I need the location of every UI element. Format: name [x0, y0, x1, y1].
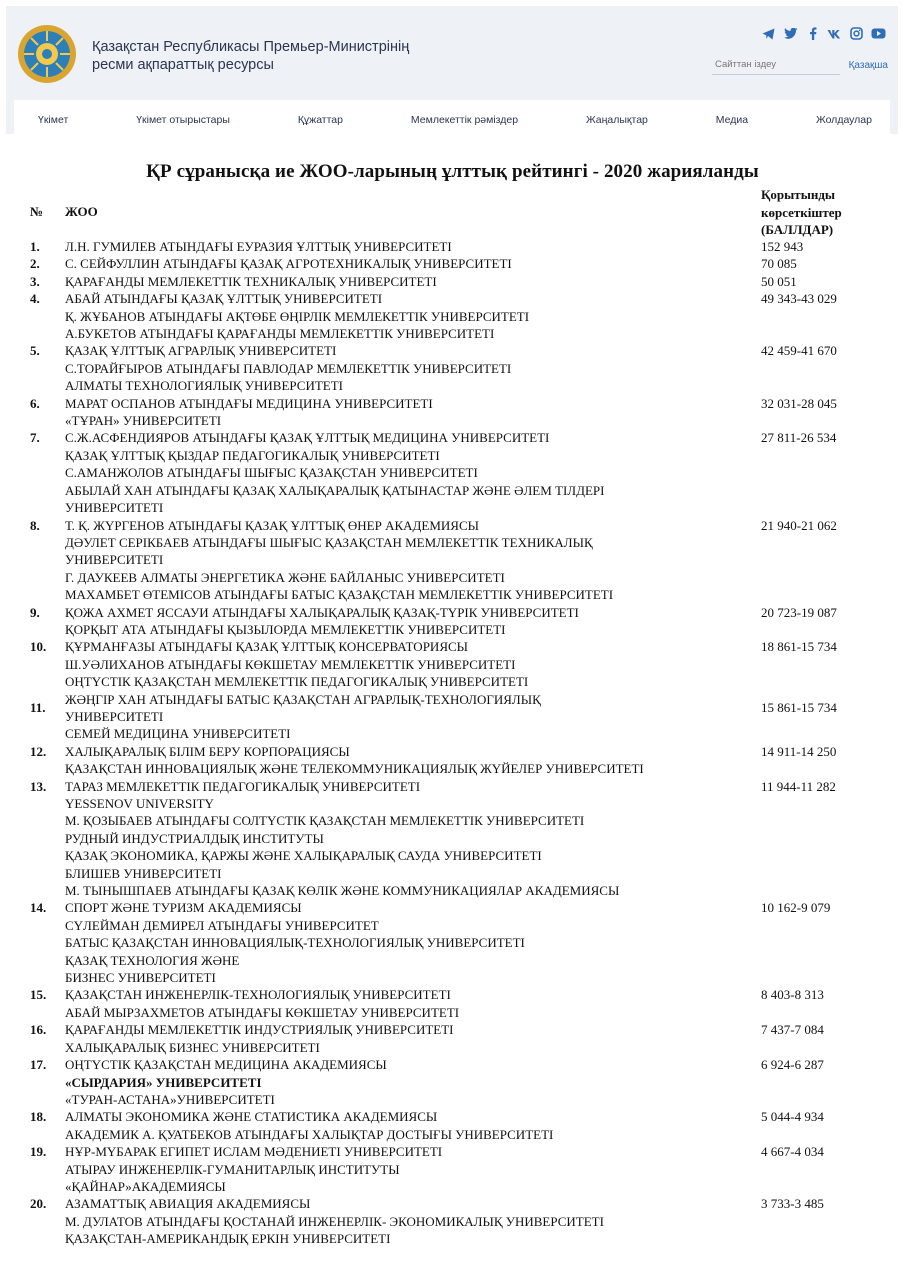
- university-name: Ш.УӘЛИХАНОВ АТЫНДАҒЫ КӨКШЕТАУ МЕМЛЕКЕТТІК УНИВЕРСИТЕТІ: [65, 656, 516, 672]
- ranking-row: [0, 986, 905, 1021]
- ranking-row: [0, 517, 905, 604]
- university-names: [65, 1143, 755, 1195]
- ranking-row: [0, 255, 905, 272]
- university-name: С.Ж.АСФЕНДИЯРОВ АТЫНДАҒЫ ҚАЗАҚ ҰЛТТЫҚ МЕДИЦИНА УНИВЕРСИТЕТІ: [65, 430, 550, 446]
- nav-item-documents[interactable]: Құжаттар: [297, 114, 343, 126]
- university-name: А.БУКЕТОВ АТЫНДАҒЫ ҚАРАҒАНДЫ МЕМЛЕКЕТТІК УНИВЕРСИТЕТІ: [65, 326, 495, 342]
- university-names: [65, 638, 755, 690]
- score-value: 50 051: [761, 273, 797, 289]
- ranking-row: [0, 1195, 905, 1247]
- ranking-row: [0, 395, 905, 430]
- university-name: ЖӘҢГІР ХАН АТЫНДАҒЫ БАТЫС ҚАЗАҚСТАН АГРАРЛЫҚ-ТЕХНОЛОГИЯЛЫҚ: [65, 691, 541, 707]
- university-name: БАТЫС ҚАЗАҚСТАН ИННОВАЦИЯЛЫҚ-ТЕХНОЛОГИЯЛЫҚ УНИВЕРСИТЕТІ: [65, 935, 525, 951]
- university-name: АЗАМАТТЫҚ АВИАЦИЯ АКАДЕМИЯСЫ: [65, 1196, 311, 1212]
- score-value: 10 162-9 079: [761, 900, 831, 916]
- university-name: АБЫЛАЙ ХАН АТЫНДАҒЫ ҚАЗАҚ ХАЛЫҚАРАЛЫҚ ҚАТЫНАСТАР ЖӘНЕ ӘЛЕМ ТІЛДЕРІ: [65, 482, 605, 498]
- score-value: 21 940-21 062: [761, 517, 837, 533]
- university-name: ХАЛЫҚАРАЛЫҚ БІЛІМ БЕРУ КОРПОРАЦИЯСЫ: [65, 743, 350, 759]
- score-value: 8 403-8 313: [761, 987, 824, 1003]
- score-value: 49 343-43 029: [761, 291, 837, 307]
- university-name: ҚАЗАҚ ҰЛТТЫҚ ҚЫЗДАР ПЕДАГОГИКАЛЫҚ УНИВЕРСИТЕТІ: [65, 447, 440, 463]
- rank-number: 1.: [30, 239, 40, 254]
- nav-item-state-symbols[interactable]: Мемлекеттік рәміздер: [410, 114, 519, 126]
- university-name: СПОРТ ЖӘНЕ ТУРИЗМ АКАДЕМИЯСЫ: [65, 900, 302, 916]
- ranking-row: [0, 273, 905, 290]
- score-value: 18 861-15 734: [761, 639, 837, 655]
- site-title-line1: Қазақстан Республикасы Премьер-Министрінің: [92, 39, 410, 55]
- university-name: ҚАЗАҚ ТЕХНОЛОГИЯ ЖӘНЕ: [65, 952, 240, 968]
- ranking-row: [0, 778, 905, 900]
- university-name: УНИВЕРСИТЕТІ: [65, 552, 164, 568]
- university-name: ОҢТҮСТІК ҚАЗАҚСТАН МЕМЛЕКЕТТІК ПЕДАГОГИКАЛЫҚ УНИВЕРСИТЕТІ: [65, 674, 529, 690]
- university-name: ХАЛЫҚАРАЛЫҚ БИЗНЕС УНИВЕРСИТЕТІ: [65, 1039, 320, 1055]
- university-names: [65, 395, 755, 430]
- score-value: 5 044-4 934: [761, 1109, 824, 1125]
- twitter-icon[interactable]: [783, 26, 798, 41]
- site-title[interactable]: [92, 38, 409, 74]
- column-header-score-line2: көрсеткіштер: [761, 204, 842, 220]
- university-names: [65, 1195, 755, 1247]
- site-header: [6, 6, 898, 134]
- university-names: [65, 899, 755, 986]
- facebook-icon[interactable]: [805, 26, 820, 41]
- university-names: [65, 1056, 755, 1108]
- social-links: [761, 26, 886, 41]
- rank-number: 2.: [30, 256, 40, 272]
- youtube-icon[interactable]: [871, 26, 886, 41]
- state-emblem-logo[interactable]: [16, 22, 78, 86]
- rank-number: 19.: [30, 1144, 47, 1160]
- university-name: ОҢТҮСТІК ҚАЗАҚСТАН МЕДИЦИНА АКАДЕМИЯСЫ: [65, 1057, 387, 1073]
- ranking-row: [0, 899, 905, 986]
- score-value: 32 031-28 045: [761, 395, 837, 411]
- score-value: 3 733-3 485: [761, 1196, 824, 1212]
- score-value: 152 943: [761, 239, 804, 254]
- main-nav: [14, 100, 890, 140]
- university-name: М. ДУЛАТОВ АТЫНДАҒЫ ҚОСТАНАЙ ИНЖЕНЕРЛІК- ЭКОНОМИКАЛЫҚ УНИВЕРСИТЕТІ: [65, 1213, 604, 1229]
- university-names: [65, 290, 755, 342]
- university-name: МАХАМБЕТ ӨТЕМІСОВ АТЫНДАҒЫ БАТЫС ҚАЗАҚСТАН МЕМЛЕКЕТТІК УНИВЕРСИТЕТІ: [65, 587, 614, 603]
- score-value: 70 085: [761, 256, 797, 272]
- telegram-icon[interactable]: [761, 26, 776, 41]
- vk-icon[interactable]: [827, 26, 842, 41]
- ranking-row: [0, 290, 905, 342]
- ranking-row: [0, 1056, 905, 1108]
- score-value: 27 811-26 534: [761, 430, 837, 446]
- university-name: АБАЙ МЫРЗАХМЕТОВ АТЫНДАҒЫ КӨКШЕТАУ УНИВЕРСИТЕТІ: [65, 1004, 460, 1020]
- ranking-row: [0, 638, 905, 690]
- university-name: С.ТОРАЙҒЫРОВ АТЫНДАҒЫ ПАВЛОДАР МЕМЛЕКЕТТІК УНИВЕРСИТЕТІ: [65, 360, 512, 376]
- score-value: 6 924-6 287: [761, 1057, 824, 1073]
- rank-number: 4.: [30, 291, 40, 307]
- university-name: УНИВЕРСИТЕТІ: [65, 708, 164, 724]
- ranking-row: [0, 1143, 905, 1195]
- university-name: «ТҰРАН» УНИВЕРСИТЕТІ: [65, 413, 222, 429]
- university-name: ҚАЗАҚСТАН ИНЖЕНЕРЛІК-ТЕХНОЛОГИЯЛЫҚ УНИВЕРСИТЕТІ: [65, 987, 451, 1003]
- university-name: ҚАЗАҚСТАН-АМЕРИКАНДЫҚ ЕРКІН УНИВЕРСИТЕТІ: [65, 1231, 391, 1247]
- university-name: БЛИШЕВ УНИВЕРСИТЕТІ: [65, 865, 222, 881]
- rank-number: 8.: [30, 517, 40, 533]
- score-value: 20 723-19 087: [761, 604, 837, 620]
- score-value: 11 944-11 282: [761, 778, 836, 794]
- score-value: 42 459-41 670: [761, 343, 837, 359]
- rank-number: 7.: [30, 430, 40, 446]
- university-name: ДӘУЛЕТ СЕРІКБАЕВ АТЫНДАҒЫ ШЫҒЫС ҚАЗАҚСТАН МЕМЛЕКЕТТІК ТЕХНИКАЛЫҚ: [65, 534, 593, 550]
- university-names: [65, 1108, 755, 1143]
- ranking-row: [0, 1021, 905, 1056]
- column-header-score-line3: (БАЛЛДАР): [761, 222, 834, 237]
- university-names: [65, 517, 755, 604]
- university-name: М. ТЫНЫШПАЕВ АТЫНДАҒЫ ҚАЗАҚ КӨЛІК ЖӘНЕ КОММУНИКАЦИЯЛАР АКАДЕМИЯСЫ: [65, 883, 620, 899]
- university-name: ҚАРАҒАНДЫ МЕМЛЕКЕТТІК ИНДУСТРИЯЛЫҚ УНИВЕРСИТЕТІ: [65, 1022, 454, 1038]
- university-name: «СЫРДАРИЯ» УНИВЕРСИТЕТІ: [65, 1074, 262, 1090]
- site-title-line2: ресми ақпараттық ресурсы: [92, 57, 274, 73]
- university-name: УНИВЕРСИТЕТІ: [65, 500, 164, 516]
- university-names: [65, 273, 755, 290]
- university-name: М. ҚОЗЫБАЕВ АТЫНДАҒЫ СОЛТҮСТІК ҚАЗАҚСТАН МЕМЛЕКЕТТІК УНИВЕРСИТЕТІ: [65, 813, 585, 829]
- nav-item-media[interactable]: Медиа: [715, 114, 749, 126]
- document-title: ҚР сұранысқа ие ЖОО-ларының ұлттық рейтингі - 2020 жарияланды: [146, 161, 759, 182]
- university-name: МАРАТ ОСПАНОВ АТЫНДАҒЫ МЕДИЦИНА УНИВЕРСИТЕТІ: [65, 395, 433, 411]
- university-name: Л.Н. ГУМИЛЕВ АТЫНДАҒЫ ЕУРАЗИЯ ҰЛТТЫҚ УНИВЕРСИТЕТІ: [65, 239, 452, 254]
- rank-number: 16.: [30, 1022, 47, 1038]
- university-name: ТАРАЗ МЕМЛЕКЕТТІК ПЕДАГОГИКАЛЫҚ УНИВЕРСИТЕТІ: [65, 778, 421, 794]
- university-name: С. СЕЙФУЛЛИН АТЫНДАҒЫ ҚАЗАҚ АГРОТЕХНИКАЛЫҚ УНИВЕРСИТЕТІ: [65, 256, 512, 272]
- university-name: Қ. ЖҰБАНОВ АТЫНДАҒЫ АҚТӨБЕ ӨҢІРЛІК МЕМЛЕКЕТТІК УНИВЕРСИТЕТІ: [65, 308, 530, 324]
- nav-item-government-meetings[interactable]: Үкімет отырыстары: [136, 114, 230, 126]
- university-name: «ҚАЙНАР»АКАДЕМИЯСЫ: [65, 1178, 226, 1194]
- ranking-row: [0, 604, 905, 639]
- rank-number: 20.: [30, 1196, 47, 1212]
- rank-number: 11.: [30, 700, 46, 716]
- university-name: СҮЛЕЙМАН ДЕМИРЕЛ АТЫНДАҒЫ УНИВЕРСИТЕТ: [65, 917, 379, 933]
- rank-number: 10.: [30, 639, 47, 655]
- university-names: [65, 986, 755, 1021]
- score-value: 15 861-15 734: [761, 700, 837, 716]
- university-name: НҰР-МҮБАРАК ЕГИПЕТ ИСЛАМ МӘДЕНИЕТІ УНИВЕРСИТЕТІ: [65, 1144, 443, 1160]
- instagram-icon[interactable]: [849, 26, 864, 41]
- ranking-row: [0, 743, 905, 778]
- university-names: [65, 238, 755, 255]
- university-name: YESSENOV UNIVERSITY: [65, 796, 214, 811]
- rank-number: 14.: [30, 900, 47, 916]
- nav-item-government[interactable]: Үкімет: [38, 114, 69, 126]
- university-name: Г. ДАУКЕЕВ АЛМАТЫ ЭНЕРГЕТИКА ЖӘНЕ БАЙЛАНЫС УНИВЕРСИТЕТІ: [65, 569, 505, 585]
- rank-number: 13.: [30, 778, 47, 794]
- university-names: [65, 342, 755, 394]
- university-names: [65, 691, 755, 743]
- column-header-score: [761, 186, 842, 239]
- rank-number: 12.: [30, 743, 47, 759]
- rank-number: 18.: [30, 1109, 47, 1125]
- university-name: АТЫРАУ ИНЖЕНЕРЛІК-ГУМАНИТАРЛЫҚ ИНСТИТУТЫ: [65, 1161, 400, 1177]
- language-switcher[interactable]: Қазақша: [848, 60, 888, 71]
- column-header-score-line1: Қорытынды: [761, 187, 836, 202]
- ranking-row: [0, 238, 905, 255]
- university-name: ҚАЗАҚ ЭКОНОМИКА, ҚАРЖЫ ЖӘНЕ ХАЛЫҚАРАЛЫҚ САУДА УНИВЕРСИТЕТІ: [65, 848, 542, 864]
- university-name: АКАДЕМИК А. ҚУАТБЕКОВ АТЫНДАҒЫ ХАЛЫҚТАР ДОСТЫҒЫ УНИВЕРСИТЕТІ: [65, 1126, 554, 1142]
- ranking-row: [0, 691, 905, 743]
- university-name: ҚАЗАҚСТАН ИННОВАЦИЯЛЫҚ ЖӘНЕ ТЕЛЕКОММУНИКАЦИЯЛЫҚ ЖҮЙЕЛЕР УНИВЕРСИТЕТІ: [65, 761, 644, 777]
- nav-item-addresses[interactable]: Жолдаулар: [816, 114, 872, 126]
- university-name: АЛМАТЫ ТЕХНОЛОГИЯЛЫҚ УНИВЕРСИТЕТІ: [65, 378, 343, 394]
- ranking-row: [0, 342, 905, 394]
- ranking-row: [0, 1108, 905, 1143]
- rank-number: 6.: [30, 395, 40, 411]
- column-header-university: ЖОО: [65, 204, 98, 219]
- search-input[interactable]: [712, 55, 840, 75]
- university-name: РУДНЫЙ ИНДУСТРИАЛДЫҚ ИНСТИТУТЫ: [65, 830, 324, 846]
- university-names: [65, 778, 755, 900]
- rank-number: 15.: [30, 987, 47, 1003]
- ranking-table: [0, 238, 905, 1248]
- university-name: ҚОЖА АХМЕТ ЯССАУИ АТЫНДАҒЫ ХАЛЫҚАРАЛЫҚ ҚАЗАҚ-ТҮРІК УНИВЕРСИТЕТІ: [65, 604, 579, 620]
- score-value: 14 911-14 250: [761, 743, 837, 759]
- university-name: С.АМАНЖОЛОВ АТЫНДАҒЫ ШЫҒЫС ҚАЗАҚСТАН УНИВЕРСИТЕТІ: [65, 465, 478, 481]
- university-name: ҚАРАҒАНДЫ МЕМЛЕКЕТТІК ТЕХНИКАЛЫҚ УНИВЕРСИТЕТІ: [65, 273, 437, 289]
- university-name: АЛМАТЫ ЭКОНОМИКА ЖӘНЕ СТАТИСТИКА АКАДЕМИЯСЫ: [65, 1109, 438, 1125]
- university-name: БИЗНЕС УНИВЕРСИТЕТІ: [65, 970, 216, 986]
- score-value: 7 437-7 084: [761, 1022, 824, 1038]
- rank-number: 5.: [30, 343, 40, 359]
- university-names: [65, 604, 755, 639]
- university-name: «ТУРАН-АСТАНА»УНИВЕРСИТЕТІ: [65, 1091, 275, 1107]
- score-value: 4 667-4 034: [761, 1144, 824, 1160]
- nav-item-news[interactable]: Жаңалықтар: [585, 114, 648, 126]
- university-names: [65, 743, 755, 778]
- university-name: ҚОРҚЫТ АТА АТЫНДАҒЫ ҚЫЗЫЛОРДА МЕМЛЕКЕТТІК УНИВЕРСИТЕТІ: [65, 621, 506, 637]
- university-names: [65, 1021, 755, 1056]
- rank-number: 9.: [30, 604, 40, 620]
- university-name: АБАЙ АТЫНДАҒЫ ҚАЗАҚ ҰЛТТЫҚ УНИВЕРСИТЕТІ: [65, 291, 383, 307]
- university-name: Т. Қ. ЖҮРГЕНОВ АТЫНДАҒЫ ҚАЗАҚ ҰЛТТЫҚ ӨНЕР АКАДЕМИЯСЫ: [65, 517, 479, 533]
- university-name: СЕМЕЙ МЕДИЦИНА УНИВЕРСИТЕТІ: [65, 726, 291, 742]
- column-header-number: №: [30, 204, 44, 219]
- university-name: ҚҰРМАНҒАЗЫ АТЫНДАҒЫ ҚАЗАҚ ҰЛТТЫҚ КОНСЕРВАТОРИЯСЫ: [65, 639, 468, 655]
- rank-number: 17.: [30, 1057, 47, 1073]
- university-name: ҚАЗАҚ ҰЛТТЫҚ АГРАРЛЫҚ УНИВЕРСИТЕТІ: [65, 343, 337, 359]
- ranking-row: [0, 429, 905, 516]
- university-names: [65, 429, 755, 516]
- university-names: [65, 255, 755, 272]
- rank-number: 3.: [30, 273, 40, 289]
